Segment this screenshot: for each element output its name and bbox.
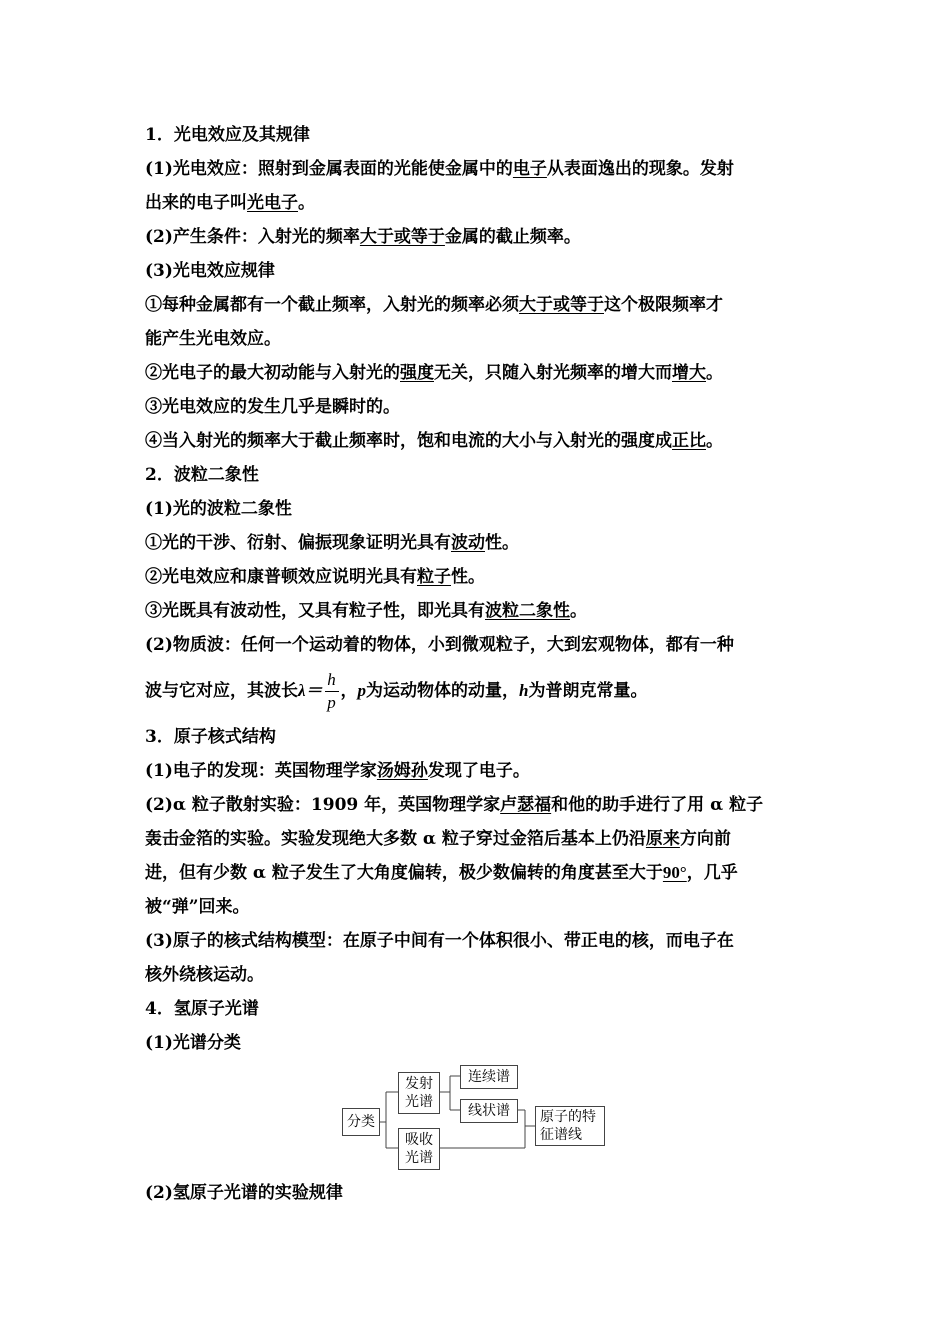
formula-paragraph (145, 662, 810, 720)
paragraph: (3)原子的核式结构模型：在原子中间有一个体积很小、带正电的核，而电子在 (145, 931, 734, 951)
text: ①每种金属都有一个截止频率，入射光的频率必须 (145, 295, 519, 315)
text: ③光既具有波动性，又具有粒子性，即光具有 (145, 601, 485, 621)
text: 进，但有少数 α 粒子发生了大角度偏转，极少数偏转的角度甚至大于 (145, 863, 663, 883)
underlined-answer: 汤姆孙 (376, 761, 428, 781)
text: 性。 (485, 533, 519, 553)
text: 发现了电子。 (427, 761, 530, 781)
paragraph (145, 856, 810, 890)
text: (1)光电效应：照射到金属表面的光能使金属中的 (145, 159, 513, 179)
text: 无关，只随入射光频率的增大而 (434, 363, 672, 383)
text: ， (340, 681, 358, 701)
paragraph (145, 754, 810, 788)
text: 性。 (451, 567, 485, 587)
text: 金属的截止频率。 (444, 227, 581, 247)
text: 轰击金箔的实验。实验发现绝大多数 α 粒子穿过金箔后基本上仍沿 (145, 829, 646, 849)
text: (2)α 粒子散射实验：1909 年，英国物理学家 (145, 795, 501, 815)
text: 和他的助手进行了用 α 粒子 (551, 795, 764, 815)
text: ②光电效应和康普顿效应说明光具有 (145, 567, 417, 587)
line-spectrum-box (460, 1099, 518, 1123)
text: 这个极限频率才 (604, 295, 723, 315)
rule-item: ③光电效应的发生几乎是瞬时的。 (145, 397, 400, 417)
lambda-symbol: λ＝ (298, 681, 323, 700)
underlined-answer: 原来 (645, 829, 680, 849)
text: 波与它对应，其波长 (145, 681, 298, 701)
underlined-answer: 电子 (512, 159, 547, 179)
subheading-hydrogen-rules: (2)氢原子光谱的实验规律 (145, 1183, 343, 1203)
section-heading-wave-particle: 2．波粒二象性 (145, 465, 259, 485)
underlined-answer: 粒子 (417, 567, 451, 587)
subheading: (1)光的波粒二象性 (145, 499, 292, 519)
variable-p: p (357, 681, 367, 700)
absorption-spectrum-box (398, 1128, 440, 1170)
fraction-denominator: p (327, 692, 336, 712)
underlined-answer: 大于或等于 (519, 295, 604, 315)
underlined-answer: 增大 (672, 363, 706, 383)
paragraph (145, 788, 810, 822)
rule-item (145, 424, 810, 458)
line-spectrum-label: 线状谱 (468, 1103, 510, 1119)
rule-item (145, 560, 810, 594)
subheading: (3)光电效应规律 (145, 261, 275, 281)
characteristic-label-line1: 原子的特 (540, 1109, 596, 1125)
underlined-answer: 波动 (451, 533, 485, 553)
underlined-answer: 光电子 (247, 193, 298, 213)
text: 方向前 (679, 829, 731, 849)
root-box (342, 1108, 380, 1136)
text: (2)产生条件：入射光的频率 (145, 227, 360, 247)
underlined-answer: 卢瑟福 (500, 795, 552, 815)
underlined-answer: 强度 (400, 363, 434, 383)
emission-label-line2: 光谱 (405, 1094, 433, 1110)
text: ②光电子的最大初动能与入射光的 (145, 363, 400, 383)
text: 。 (706, 363, 723, 383)
paragraph: 被“弹”回来。 (145, 897, 250, 917)
underlined-answer: 正比 (672, 431, 706, 451)
subheading: (1)光谱分类 (145, 1033, 241, 1053)
absorption-label-line1: 吸收 (405, 1132, 433, 1148)
continuous-spectrum-box (460, 1065, 518, 1089)
text: ①光的干涉、衍射、偏振现象证明光具有 (145, 533, 451, 553)
text: 。 (706, 431, 723, 451)
characteristic-lines-box (535, 1106, 605, 1146)
underlined-answer: 大于或等于 (359, 227, 445, 247)
underlined-answer: 90° (662, 863, 687, 882)
root-label: 分类 (347, 1114, 375, 1130)
paragraph (145, 152, 810, 186)
text: ，几乎 (686, 863, 738, 883)
paragraph (145, 822, 810, 856)
section-heading-atomic-structure: 3．原子核式结构 (145, 727, 276, 747)
underlined-answer: 波粒二象性 (485, 601, 570, 621)
text: (1)电子的发现：英国物理学家 (145, 761, 377, 781)
text: 从表面逸出的现象。发射 (546, 159, 734, 179)
paragraph: (2)物质波：任何一个运动着的物体，小到微观粒子，大到宏观物体，都有一种 (145, 635, 734, 655)
emission-spectrum-box (398, 1072, 440, 1114)
emission-label-line1: 发射 (405, 1076, 433, 1092)
rule-item (145, 594, 810, 628)
absorption-label-line2: 光谱 (405, 1150, 433, 1166)
rule-item (145, 356, 810, 390)
text: 。 (570, 601, 587, 621)
rule-item: 能产生光电效应。 (145, 329, 281, 349)
fraction-numerator: h (327, 669, 336, 689)
fraction-bar (325, 691, 339, 692)
spectrum-classification-diagram (340, 1062, 610, 1166)
text: 为运动物体的动量， (366, 681, 520, 701)
document-body (145, 118, 810, 1060)
section-heading-hydrogen-spectrum: 4．氢原子光谱 (145, 999, 259, 1019)
paragraph (145, 220, 810, 254)
rule-item (145, 526, 810, 560)
section-heading-photoelectric: 1．光电效应及其规律 (145, 125, 310, 145)
variable-h: h (519, 681, 529, 700)
paragraph: 核外绕核运动。 (145, 965, 264, 985)
paragraph (145, 186, 810, 220)
continuous-label: 连续谱 (468, 1069, 510, 1085)
characteristic-label-line2: 征谱线 (540, 1127, 582, 1143)
text: ④当入射光的频率大于截止频率时，饱和电流的大小与入射光的强度成 (145, 431, 672, 451)
fraction-h-over-p (325, 669, 339, 712)
text: 。 (298, 193, 315, 213)
text: 出来的电子叫 (145, 193, 247, 213)
text: 为普朗克常量。 (528, 681, 648, 701)
rule-item (145, 288, 810, 322)
